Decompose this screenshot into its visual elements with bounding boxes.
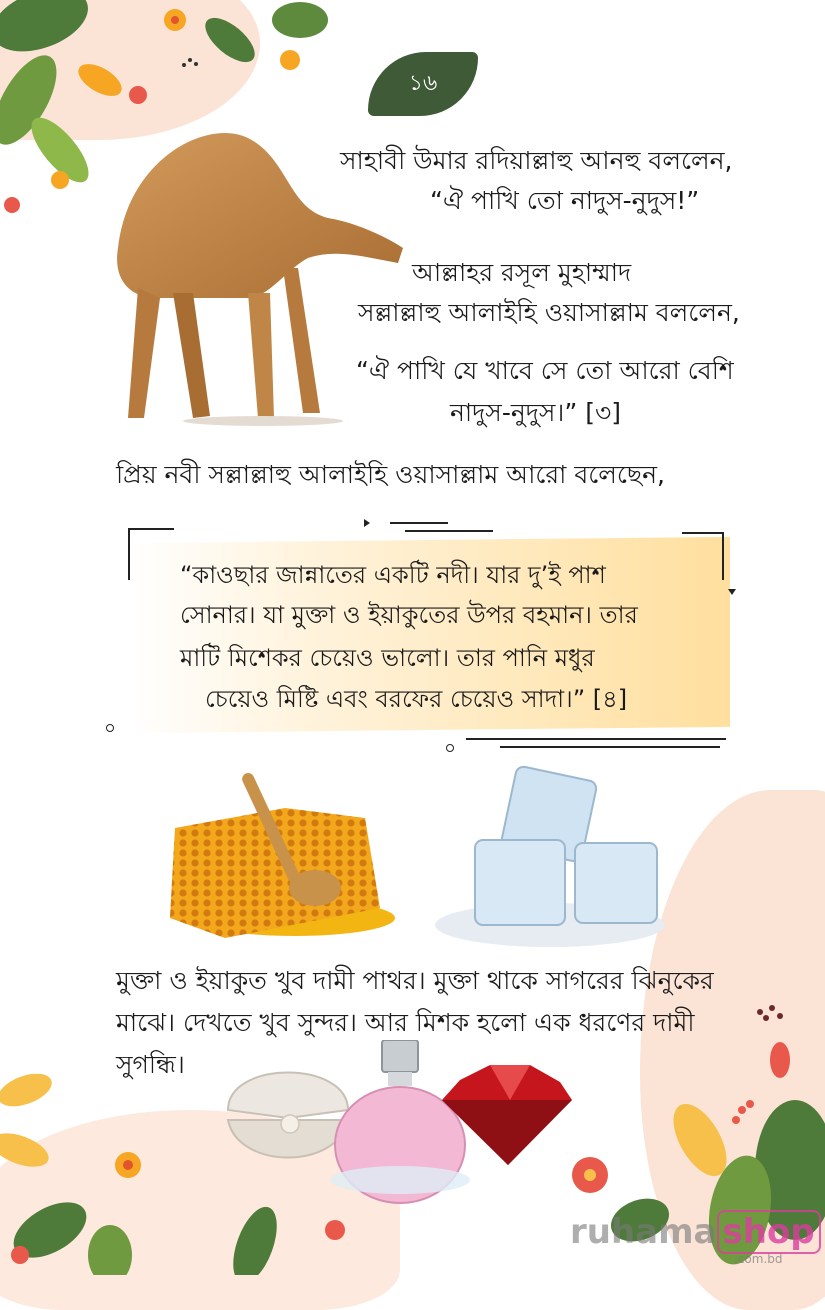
hadith-line-2: সোনার। যা মুক্তা ও ইয়াকুতের উপর বহমান। তার	[180, 601, 638, 629]
decor-line-top-1	[390, 522, 448, 524]
narration-line-3: আল্লাহর রসূল মুহাম্মাদ	[412, 258, 632, 287]
quote-line-umar: “ঐ পাখি তো নাদুস-নুদুস!”	[430, 186, 700, 215]
decor-circle-bottom	[446, 744, 454, 752]
watermark-domain: .com.bd	[734, 1252, 783, 1266]
decor-line-bottom-1	[466, 738, 726, 740]
decor-circle-left	[106, 724, 114, 732]
hadith-line-3: মাটি মিশেকর চেয়েও ভালো। তার পানি মধুর	[180, 644, 595, 672]
decor-arrow-right	[728, 589, 736, 595]
watermark-logo	[570, 1212, 821, 1252]
paragraph-line-2: মাঝে। দেখতে খুব সুন্দর। আর মিশক হলো এক ধরণের দামী	[116, 1008, 695, 1037]
narration-line-1: সাহাবী উমার রদিয়াল্লাহু আনহু বললেন,	[340, 146, 733, 175]
ruby-gem-image	[440, 1060, 575, 1170]
decor-arrow-top	[364, 519, 370, 527]
ice-cubes-image	[430, 765, 665, 950]
intro-line: প্রিয় নবী সল্লাল্লাহু আলাইহি ওয়াসাল্লাম আরো বলেছেন,	[116, 460, 665, 489]
quote-line-prophet-2: নাদুস-নুদুস।” [৩]	[450, 398, 622, 427]
decor-bracket-left	[128, 528, 174, 580]
watermark-shop: shop	[717, 1210, 821, 1254]
narration-line-4: সল্লাল্লাহু আলাইহি ওয়াসাল্লাম বললেন,	[358, 298, 740, 327]
hadith-line-4: চেয়েও মিষ্টি এবং বরফের চেয়েও সাদা।” [৪]	[205, 685, 628, 713]
watermark-ruhama: ruhama	[570, 1212, 717, 1252]
decor-bracket-right	[682, 532, 724, 580]
hadith-line-1: “কাওছার জান্নাতের একটি নদী। যার দু’ই পাশ	[180, 561, 606, 589]
decor-line-top-2	[405, 530, 493, 532]
decor-line-bottom-2	[500, 746, 720, 748]
honeycomb-image	[165, 768, 400, 943]
quote-line-prophet-1: “ঐ পাখি যে খাবে সে তো আরো বেশি	[356, 356, 734, 385]
page-number: ১৬	[408, 70, 438, 96]
paragraph-line-3: সুগন্ধি।	[116, 1050, 185, 1079]
paragraph-line-1: মুক্তা ও ইয়াকুত খুব দামী পাথর। মুক্তা থাকে সাগরের ঝিনুকের	[116, 966, 714, 995]
